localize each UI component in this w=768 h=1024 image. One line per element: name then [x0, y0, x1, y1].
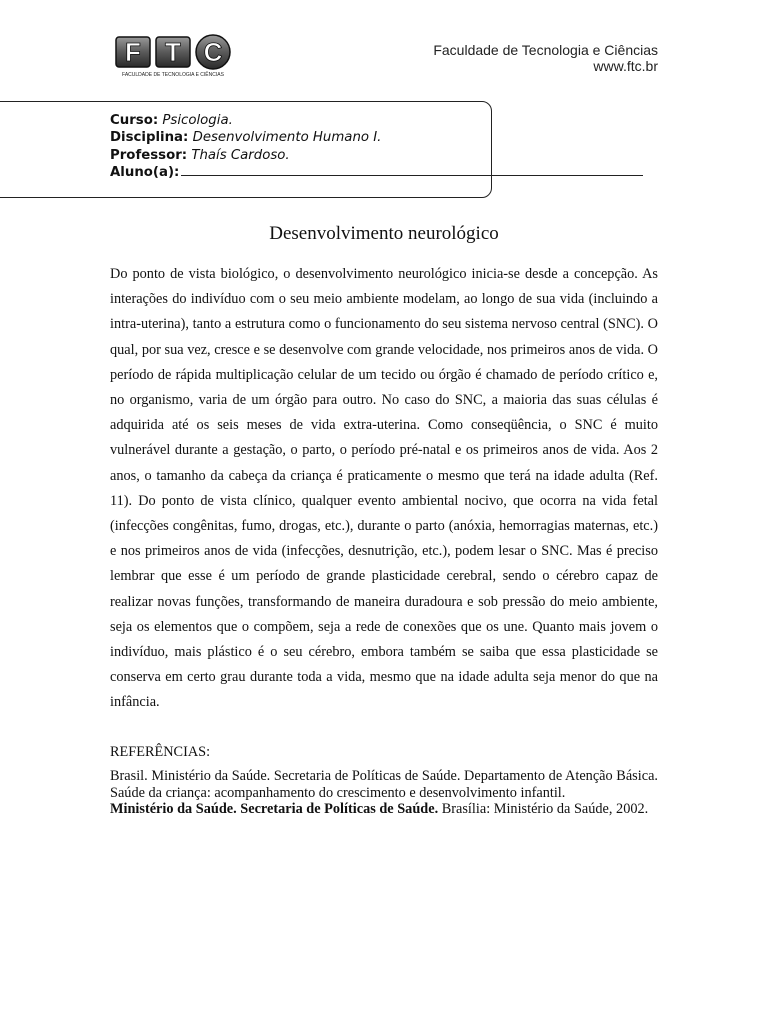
disciplina-value: Desenvolvimento Humano I. — [192, 130, 382, 146]
document-title: Desenvolvimento neurológico — [269, 223, 499, 244]
curso-value: Psicologia. — [162, 113, 233, 128]
aluno-blank-line — [181, 175, 643, 176]
svg-text:C: C — [203, 37, 223, 67]
course-info — [110, 112, 643, 181]
professor-label: Professor: — [110, 147, 188, 163]
reference-1: Brasil. Ministério da Saúde. Secretaria de Políticas de Saúde. Departamento de Atenção Básica. Saúde da criança: acompanhamento do crescimento e desenvolvimento infantil. — [110, 768, 658, 801]
svg-text:T: T — [165, 37, 181, 67]
institution-website: www.ftc.br — [593, 58, 658, 74]
ftc-logo — [114, 34, 236, 80]
institution-header — [433, 42, 658, 74]
svg-text:F: F — [125, 37, 141, 67]
professor-row — [110, 147, 643, 164]
references-list — [110, 768, 658, 818]
aluno-label: Aluno(a): — [110, 164, 180, 180]
curso-label: Curso: — [110, 113, 159, 128]
reference-2 — [110, 801, 658, 818]
aluno-row — [110, 164, 643, 181]
disciplina-label: Disciplina: — [110, 130, 189, 146]
reference-2-bold: Ministério da Saúde. Secretaria de Políticas de Saúde. — [110, 801, 439, 817]
curso-row — [110, 112, 643, 129]
professor-value: Thaís Cardoso. — [191, 147, 290, 163]
body-paragraph: Do ponto de vista biológico, o desenvolvimento neurológico inicia-se desde a concepção. As interações do indivíduo com o seu meio ambiente modelam, ao longo de sua vida (incluindo a intra-uterina), tanto a estrutura como o funcionamento do seu sistema nervoso central (SNC). O qual, por sua vez, cresce e se desenvolve com grande velocidade, nos primeiros anos de vida. O período de rápida multiplicação celular de um tecido ou órgão é chamado de período crítico e, no organismo, varia de um órgão para outro. No caso do SNC, a maioria das suas células é adquirida até os seis meses de vida extra-uterina. Como conseqüência, o SNC é muito vulnerável durante a gestação, o parto, o período pré-natal e os primeiros anos de vida. Aos 2 anos, o tamanho da cabeça da criança é praticamente o mesmo que terá na idade adulta (Ref. 11). Do ponto de vista clínico, qualquer evento ambiental nocivo, que ocorra na vida fetal (infecções congênitas, fumo, drogas, etc.), durante o parto (anóxia, hemorragias maternas, etc.) e nos primeiros anos de vida (infecções, desnutrição, etc.), podem lesar o SNC. Mas é preciso lembrar que esse é um período de grande plasticidade cerebral, sendo o cérebro capaz de realizar novas funções, transformando de maneira duradoura e sob pressão do meio ambiente, seja os elementos que o compõem, seja a rede de conexões que os une. Quanto mais jovem o indivíduo, mais plástico é o seu cérebro, embora também se saiba que essa plasticidade se conserva em certo grau durante toda a vida, mesmo que na idade adulta seja menor do que na infância. — [110, 266, 658, 711]
references-heading: REFERÊNCIAS: — [110, 744, 211, 760]
disciplina-row — [110, 129, 643, 146]
reference-2-rest: Brasília: Ministério da Saúde, 2002. — [438, 801, 649, 817]
institution-name: Faculdade de Tecnologia e Ciências — [433, 42, 658, 58]
svg-text:FACULDADE DE TECNOLOGIA E CIÊN: FACULDADE DE TECNOLOGIA E CIÊNCIAS — [122, 72, 224, 78]
ftc-logo-graphic — [114, 34, 236, 80]
